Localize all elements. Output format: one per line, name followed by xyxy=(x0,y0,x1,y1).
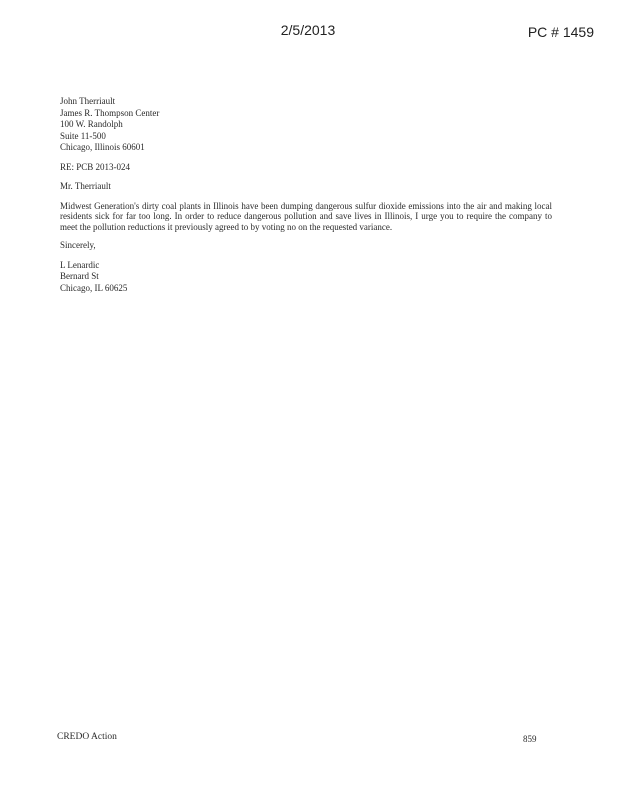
sender-street: Bernard St xyxy=(60,271,99,281)
sender-address xyxy=(60,260,552,295)
letter-paragraph: Midwest Generation's dirty coal plants in Illinois have been dumping dangerous sulfur dioxide emissions into the air and making local residents sick for far too long. In order to reduce dangerous pollution and save lives in Illinois, I urge you to require the company to meet the pollution reductions it previously agreed to by voting no on the requested variance. xyxy=(60,200,552,232)
letter-body xyxy=(60,96,552,302)
footer-page-number: 859 xyxy=(523,734,537,744)
recipient-city: Chicago, Illinois 60601 xyxy=(60,142,145,152)
footer-organization: CREDO Action xyxy=(57,732,117,742)
recipient-address xyxy=(60,96,552,154)
reference-text: RE: PCB 2013-024 xyxy=(60,161,131,172)
public-comment-number: PC # 1459 xyxy=(527,24,594,40)
document-date: 2/5/2013 xyxy=(280,22,336,38)
sender-name: L Lenardic xyxy=(60,259,100,270)
reference-line xyxy=(60,162,552,174)
salutation xyxy=(60,181,552,193)
recipient-street: 100 W. Randolph xyxy=(60,119,123,129)
sender-city: Chicago, IL 60625 xyxy=(60,282,128,293)
recipient-building: James R. Thompson Center xyxy=(60,107,160,118)
closing-text: Sincerely, xyxy=(60,240,96,250)
recipient-suite: Suite 11-500 xyxy=(60,130,106,141)
recipient-name: John Therriault xyxy=(60,96,116,106)
salutation-text: Mr. Therriault xyxy=(60,181,111,191)
closing xyxy=(60,240,552,252)
